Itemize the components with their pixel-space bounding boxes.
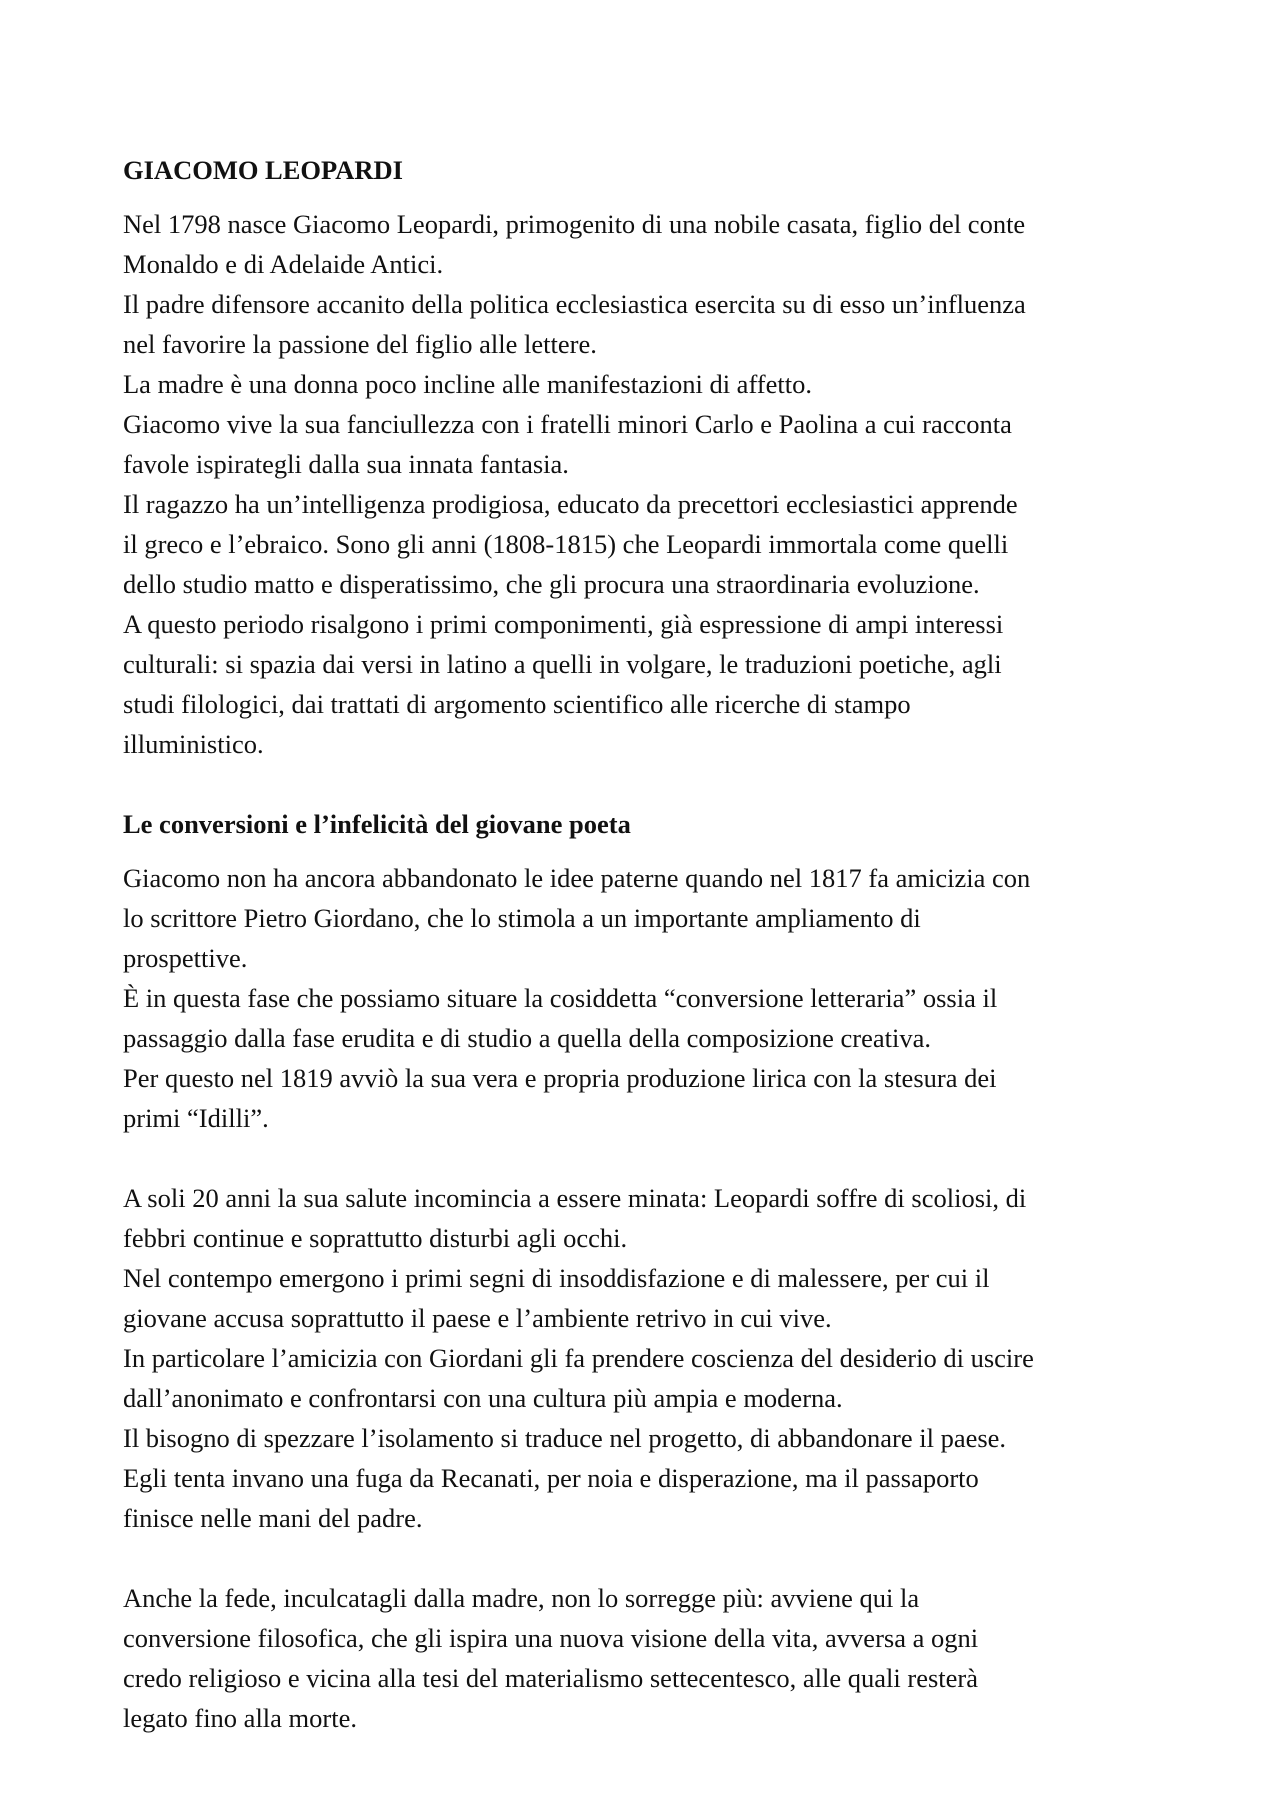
text-line: Per questo nel 1819 avviò la sua vera e propria produzione lirica con la stesura dei <box>123 1063 997 1093</box>
text-line: conversione filosofica, che gli ispira una nuova visione della vita, avversa a ogni <box>123 1623 979 1653</box>
text-line: A soli 20 anni la sua salute incomincia a essere minata: Leopardi soffre di scoliosi, di <box>123 1183 1027 1213</box>
text-line: Nel contempo emergono i primi segni di insoddisfazione e di malessere, per cui il <box>123 1263 990 1293</box>
text-line: favole ispirategli dalla sua innata fantasia. <box>123 449 569 479</box>
text-line: Giacomo non ha ancora abbandonato le idee paterne quando nel 1817 fa amicizia con <box>123 863 1031 893</box>
text-line: Egli tenta invano una fuga da Recanati, per noia e disperazione, ma il passaporto <box>123 1463 979 1493</box>
document-page <box>123 150 1183 1738</box>
text-line: La madre è una donna poco incline alle manifestazioni di affetto. <box>123 369 812 399</box>
intro-paragraph <box>123 204 1183 764</box>
text-line: Il ragazzo ha un’intelligenza prodigiosa, educato da precettori ecclesiastici apprende <box>123 489 1018 519</box>
conversion-paragraph <box>123 858 1183 1138</box>
text-line: passaggio dalla fase erudita e di studio a quella della composizione creativa. <box>123 1023 931 1053</box>
text-line: primi “Idilli”. <box>123 1103 269 1133</box>
text-line: dello studio matto e disperatissimo, che gli procura una straordinaria evoluzione. <box>123 569 980 599</box>
text-line: prospettive. <box>123 943 248 973</box>
text-line: Anche la fede, inculcatagli dalla madre, non lo sorregge più: avviene qui la <box>123 1583 920 1613</box>
paragraph-gap <box>123 1138 1183 1178</box>
text-line: In particolare l’amicizia con Giordani gli fa prendere coscienza del desiderio di uscire <box>123 1343 1034 1373</box>
text-line: il greco e l’ebraico. Sono gli anni (1808-1815) che Leopardi immortala come quelli <box>123 529 1009 559</box>
text-line: A questo periodo risalgono i primi componimenti, già espressione di ampi interessi <box>123 609 1004 639</box>
text-line: febbri continue e soprattutto disturbi agli occhi. <box>123 1223 628 1253</box>
text-line: giovane accusa soprattutto il paese e l’ambiente retrivo in cui vive. <box>123 1303 832 1333</box>
text-line: Giacomo vive la sua fanciullezza con i fratelli minori Carlo e Paolina a cui racconta <box>123 409 1012 439</box>
document-title: GIACOMO LEOPARDI <box>123 155 403 185</box>
section-title: Le conversioni e l’infelicità del giovane poeta <box>123 809 631 839</box>
text-line: credo religioso e vicina alla tesi del materialismo settecentesco, alle quali resterà <box>123 1663 979 1693</box>
faith-paragraph <box>123 1578 1183 1738</box>
text-line: lo scrittore Pietro Giordano, che lo stimola a un importante ampliamento di <box>123 903 921 933</box>
paragraph-gap <box>123 1538 1183 1578</box>
health-paragraph <box>123 1178 1183 1538</box>
text-line: legato fino alla morte. <box>123 1703 357 1733</box>
text-line: È in questa fase che possiamo situare la cosiddetta “conversione letteraria” ossia il <box>123 983 998 1013</box>
text-line: finisce nelle mani del padre. <box>123 1503 423 1533</box>
text-line: culturali: si spazia dai versi in latino a quelli in volgare, le traduzioni poetiche, agli <box>123 649 1002 679</box>
text-line: illuministico. <box>123 729 264 759</box>
text-line: dall’anonimato e confrontarsi con una cultura più ampia e moderna. <box>123 1383 843 1413</box>
text-line: Il padre difensore accanito della politica ecclesiastica esercita su di esso un’influenza <box>123 289 1026 319</box>
text-line: studi filologici, dai trattati di argomento scientifico alle ricerche di stampo <box>123 689 911 719</box>
text-line: nel favorire la passione del figlio alle lettere. <box>123 329 597 359</box>
text-line: Il bisogno di spezzare l’isolamento si traduce nel progetto, di abbandonare il paese. <box>123 1423 1007 1453</box>
text-line: Monaldo e di Adelaide Antici. <box>123 249 444 279</box>
text-line: Nel 1798 nasce Giacomo Leopardi, primogenito di una nobile casata, figlio del conte <box>123 209 1026 239</box>
